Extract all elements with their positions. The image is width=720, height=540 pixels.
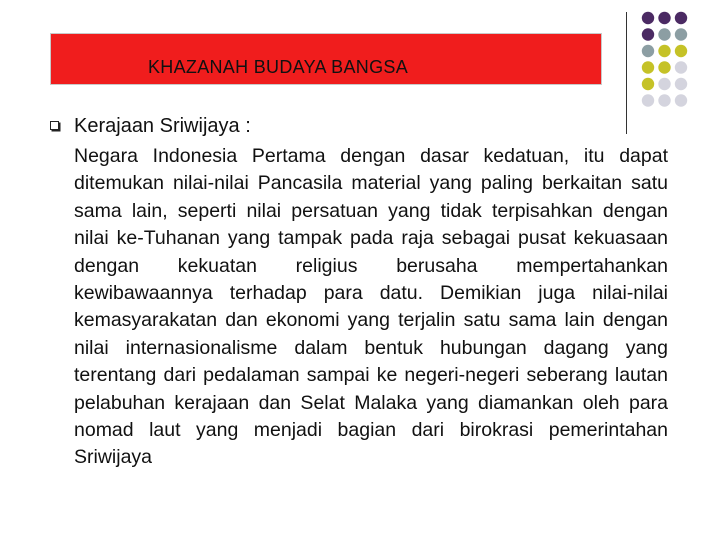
decor-dot xyxy=(675,45,687,57)
slide-title: KHAZANAH BUDAYA BANGSA xyxy=(148,57,408,77)
decor-dot xyxy=(642,45,654,57)
decor-dot xyxy=(658,94,670,106)
decor-dot xyxy=(658,61,670,73)
bullet-square-icon xyxy=(50,121,59,130)
decor-dot xyxy=(658,45,670,57)
decor-dot-grid xyxy=(640,10,720,140)
decor-dot xyxy=(658,12,670,24)
decor-dot xyxy=(642,61,654,73)
decor-divider-line xyxy=(626,12,627,134)
decor-dot xyxy=(642,94,654,106)
decor-dot xyxy=(675,78,687,90)
decor-dot xyxy=(675,61,687,73)
decor-dot xyxy=(658,28,670,40)
decor-dot xyxy=(675,28,687,40)
decor-dot xyxy=(675,94,687,106)
decor-dot xyxy=(642,28,654,40)
decor-dot xyxy=(658,78,670,90)
bullet-heading: Kerajaan Sriwijaya : xyxy=(74,115,251,137)
bullet-body-text: Negara Indonesia Pertama dengan dasar kedatuan, itu dapat ditemukan nilai-nilai Pancasila material yang paling berkaitan satu sama lain, seperti nilai persatuan yang tidak terpisahkan dengan nilai ke-Tuhanan yang tampak pada raja sebagai pusat kekuasaan dengan kekuatan religius berusaha mempertahankan kewibawaannya terhadap para datu. Demikian juga nilai-nilai kemasyarakatan dan ekonomi yang terjalin satu sama lain dengan nilai internasionalisme dalam bentuk hubungan dagang yang terentang dari pedalaman sampai ke negeri-negeri seberang lautan pelabuhan kerajaan dan Selat Malaka yang diamankan oleh para nomad laut yang menjadi bagian dari birokrasi pemerintahan Sriwijaya xyxy=(74,145,668,469)
decor-dot xyxy=(675,12,687,24)
decor-dot xyxy=(642,78,654,90)
decor-dot xyxy=(642,12,654,24)
